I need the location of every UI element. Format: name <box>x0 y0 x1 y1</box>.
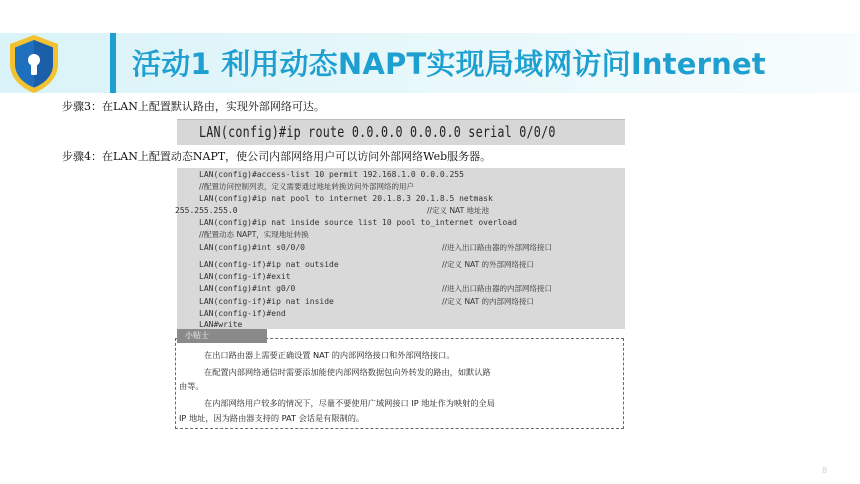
code-line-1: LAN(config)#access-list 10 permit 192.168.1.0 0.0.0.255 <box>199 170 464 179</box>
code-line-4: 255.255.255.0 <box>175 206 238 215</box>
tips-box <box>175 338 624 429</box>
shield-lock-icon <box>6 33 62 95</box>
tips-label: 小贴士 <box>185 331 209 340</box>
code-comment-10: //进入出口路由器的内部网络接口 <box>442 284 553 293</box>
page-number: 8 <box>822 466 828 475</box>
code-line-5: LAN(config)#ip nat inside source list 10 pool to_internet overload <box>199 218 517 227</box>
route-command: LAN(config)#ip route 0.0.0.0 0.0.0.0 serial 0/0/0 <box>199 123 556 141</box>
code-comment-8: //定义 NAT 的外部网络接口 <box>442 260 535 269</box>
code-comment-7: //进入出口路由器的外部网络接口 <box>442 243 553 252</box>
tip-line-1: 在出口路由器上需要正确设置 NAT 的内部网络接口和外部网络接口。 <box>204 350 455 360</box>
tip-line-5: IP 地址，因为路由器支持的 PAT 会话是有限制的。 <box>179 413 365 423</box>
code-comment-2: //配置访问控制列表，定义需要通过地址转换访问外部网络的用户 <box>199 182 415 191</box>
code-line-11: LAN(config-if)#ip nat inside <box>199 297 334 306</box>
code-line-3: LAN(config)#ip nat pool to internet 20.1.8.3 20.1.8.5 netmask <box>199 194 493 203</box>
tip-line-4: 在内部网络用户较多的情况下，尽量不要使用广域网接口 IP 地址作为映射的全局 <box>204 398 495 408</box>
code-comment-4: //定义 NAT 地址池 <box>427 206 490 215</box>
tip-line-3: 由等。 <box>179 381 204 391</box>
nat-config-code-box <box>177 168 625 329</box>
code-line-8: LAN(config-if)#ip nat outside <box>199 260 339 269</box>
step4-text: 步骤4：在LAN上配置动态NAPT，使公司内部网络用户可以访问外部网络Web服务器。 <box>62 150 492 163</box>
page-title: 活动1 利用动态NAPT实现局域网访问Internet <box>132 47 766 81</box>
code-line-7: LAN(config)#int s0/0/0 <box>199 243 305 252</box>
code-comment-11: //定义 NAT 的内部网络接口 <box>442 297 535 306</box>
step3-text: 步骤3：在LAN上配置默认路由，实现外部网络可达。 <box>62 100 325 113</box>
tip-line-2: 在配置内部网络通信时需要添加能使内部网络数据包向外转发的路由，如默认路 <box>204 367 491 377</box>
tips-tab <box>177 329 267 343</box>
header-accent-bar <box>110 33 116 93</box>
code-line-12: LAN(config-if)#end <box>199 309 286 318</box>
route-command-box <box>177 119 625 145</box>
code-line-10: LAN(config)#int g0/0 <box>199 284 296 293</box>
code-line-9: LAN(config-if)#exit <box>199 272 291 281</box>
code-line-13: LAN#write <box>199 320 243 329</box>
code-comment-6: //配置动态 NAPT，实现地址转换 <box>199 230 309 239</box>
